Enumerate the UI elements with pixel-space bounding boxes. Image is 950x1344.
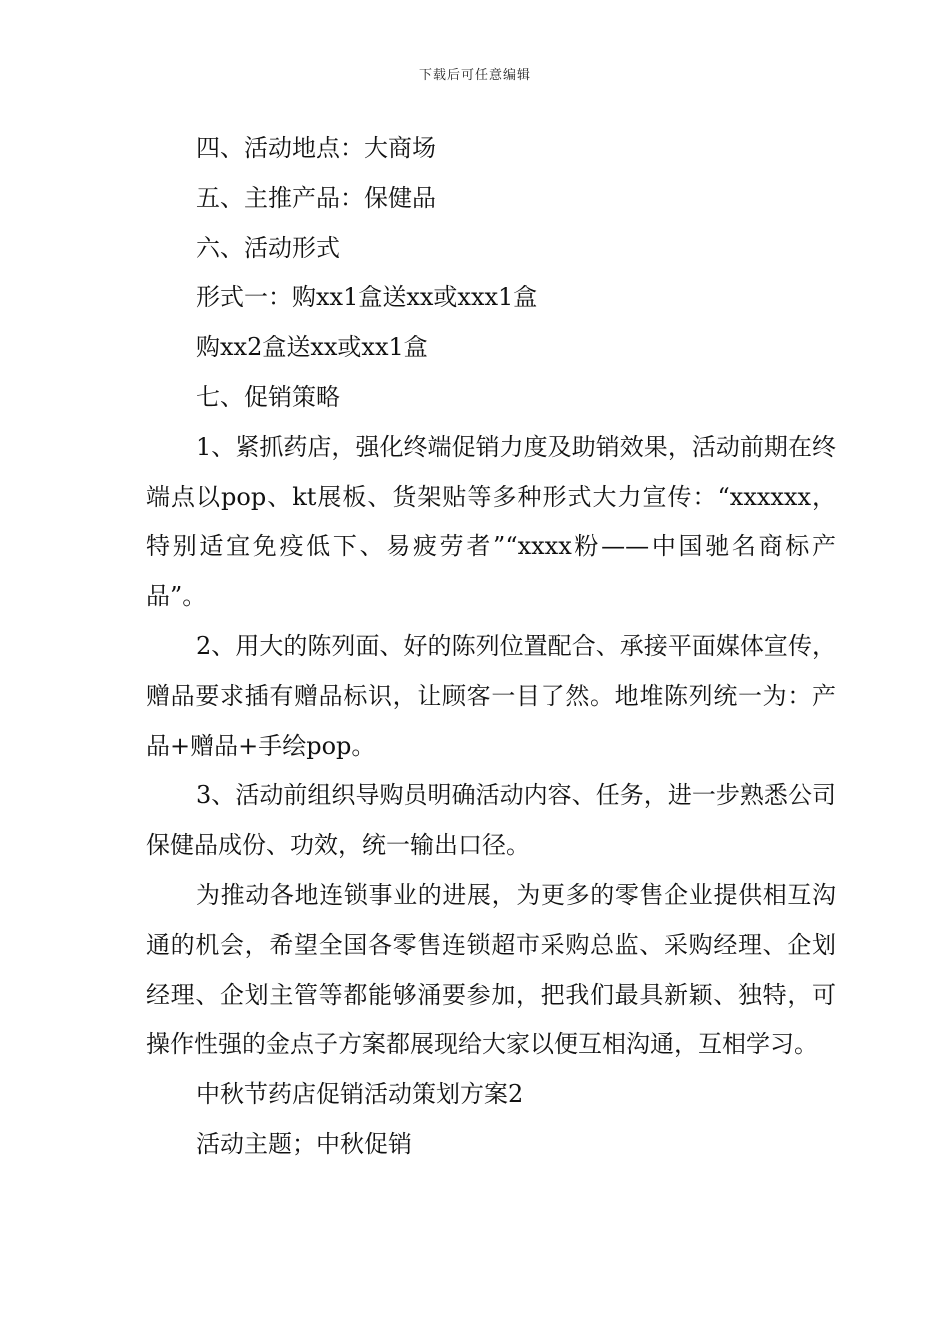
paragraph-main-product: 五、主推产品：保健品 [196, 183, 436, 212]
paragraph-form-one: 形式一：购xx1盒送xx或xxx1盒 [196, 283, 538, 312]
paragraph-location: 四、活动地点：大商场 [196, 134, 436, 162]
paragraph-strategy-3: 3、活动前组织导购员明确活动内容、任务，进一步熟悉公司保健品成份、功效，统一输出口径。 [146, 781, 836, 860]
paragraph-plan-title-2: 中秋节药店促销活动策划方案2 [196, 1080, 524, 1109]
paragraph-strategy-1: 1、紧抓药店，强化终端促销力度及助销效果，活动前期在终端点以pop、kt展板、货架贴等多种形式大力宣传：“xxxxxx，特别适宜免疫低下、易疲劳者”“xxxx粉——中国驰名商标产品”。 [146, 432, 836, 611]
document-body [146, 124, 836, 1170]
paragraph-strategy-heading: 七、促销策略 [196, 382, 340, 411]
paragraph-invitation: 为推动各地连锁事业的进展，为更多的零售企业提供相互沟通的机会，希望全国各零售连锁超市采购总监、采购经理、企划经理、企划主管等都能够涌要参加，把我们最具新颖、独特，可操作性强的金点子方案都展现给大家以便互相沟通，互相学习。 [146, 880, 836, 1059]
paragraph-strategy-2: 2、用大的陈列面、好的陈列位置配合、承接平面媒体宣传，赠品要求插有赠品标识，让顾客一目了然。地堆陈列统一为：产品+赠品+手绘pop。 [146, 631, 836, 760]
paragraph-activity-form-heading: 六、活动形式 [196, 233, 340, 262]
page-header-note: 下载后可任意编辑 [418, 68, 531, 83]
paragraph-activity-theme: 活动主题；中秋促销 [196, 1129, 412, 1158]
paragraph-form-one-second: 购xx2盒送xx或xx1盒 [196, 333, 428, 362]
